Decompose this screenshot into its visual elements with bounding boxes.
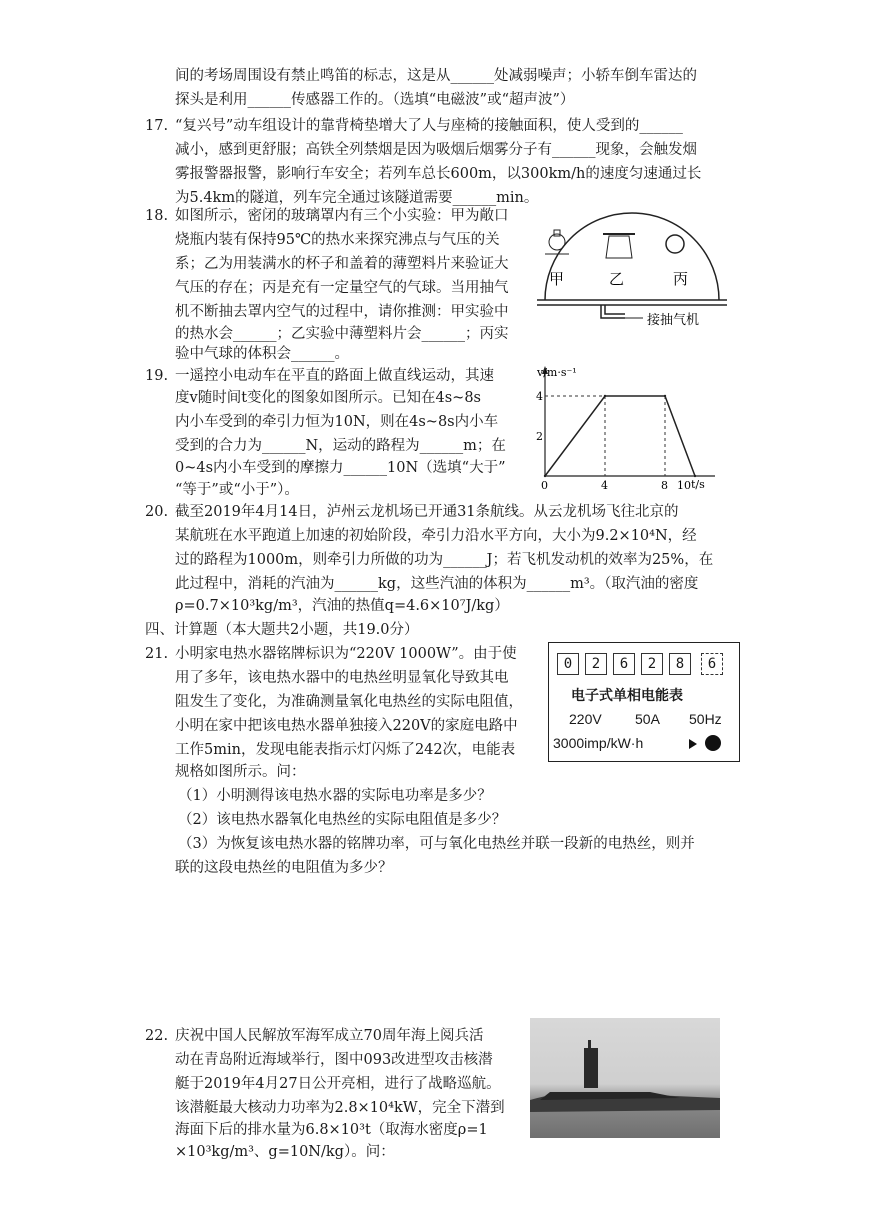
data-point [694,475,696,477]
meter-current: 50A [635,711,660,727]
data-point [604,395,606,397]
y-axis-label: v/m·s⁻¹ [537,366,577,379]
meter-title: 电子式单相电能表 [571,687,683,703]
y-tick-label: 4 [536,390,543,403]
text-line: 为5.4km的隧道，列车完全通过该隧道需要______min。 [175,190,539,206]
sub-question: （2）该电热水器氧化电热丝的实际电阻值是多少？ [178,812,507,828]
pump-pipe-inner [605,305,625,314]
text-line: 间的考场周围设有禁止鸣笛的标志，这是从______处减弱噪声；小轿车倒车雷达的 [175,68,697,84]
velocity-line [545,396,695,476]
text-line: 小明家电热水器铭牌标识为“220V 1000W”。由于使 [175,646,517,662]
y-tick-label: 2 [536,430,543,443]
question-number-17: 17. [145,118,169,134]
indicator-arrow-icon [689,739,697,749]
text-line: 工作5min，发现电能表指示灯闪烁了242次，电能表 [175,742,516,758]
meter-frequency: 50Hz [689,711,722,727]
question-number-22: 22. [145,1028,169,1044]
flask-neck [554,230,560,236]
question-number-21: 21. [145,646,169,662]
text-line: 海面下后的排水量为6.8×10³t（取海水密度ρ=1 [175,1122,488,1138]
text-line: 庆祝中国人民解放军海军成立70周年海上阅兵活 [175,1028,484,1044]
submarine-silhouette [530,1018,720,1138]
text-line: 截至2019年4月14日，泸州云龙机场已开通31条航线。从云龙机场飞往北京的 [175,504,679,520]
meter-digit: 0 [557,653,579,675]
sub-question: 联的这段电热丝的电阻值为多少？ [175,860,393,876]
text-line: 烧瓶内装有保持95℃的热水来探究沸点与气压的关 [175,232,500,248]
sub-question: （3）为恢复该电热水器的铭牌功率，可与氧化电热丝并联一段新的电热丝，则并 [178,836,695,852]
text-line: ×10³kg/m³、g=10N/kg）。问： [175,1144,395,1160]
text-line: 过的路程为1000m，则牵引力所做的功为______J；若飞机发动机的效率为25%，在 [175,552,714,568]
meter-imp-constant: 3000imp/kW·h [553,735,644,751]
label-yi: 乙 [609,270,625,288]
meter-voltage: 220V [569,711,602,727]
energy-meter-figure [548,642,740,762]
balloon-icon [666,235,684,253]
text-line: 如图所示，密闭的玻璃罩内有三个小实验：甲为敞口 [175,208,509,224]
x-tick-label: 10 [677,479,691,492]
sub-question: （1）小明测得该电热水器的实际电功率是多少？ [178,788,492,804]
text-line: “等于”或“小于”）。 [175,482,299,498]
question-number-18: 18. [145,208,169,224]
text-line: 用了多年，该电热水器中的电热丝明显氧化导致其电 [175,670,509,686]
text-line: 一遥控小电动车在平直的路面上做直线运动，其速 [175,368,494,384]
data-point [544,475,546,477]
x-axis-label: t/s [691,478,705,491]
submarine-photo [530,1018,720,1138]
text-line: 系；乙为用装满水的杯子和盖着的薄塑料片来验证大 [175,256,509,272]
text-line: 气压的存在；丙是充有一定量空气的气球。当用抽气 [175,280,509,296]
text-line: 减小，感到更舒服；高铁全列禁烟是因为吸烟后烟雾分子有______现象，会触发烟 [175,142,697,158]
x-tick-label: 8 [661,479,668,492]
text-line: 受到的合力为______N，运动的路程为______m；在 [175,438,506,454]
label-bing: 丙 [673,270,689,288]
velocity-time-chart [535,362,725,502]
question-number-19: 19. [145,368,169,384]
pump-label: 接抽气机 [647,313,700,328]
bell-jar-figure [535,200,735,340]
meter-digit: 6 [613,653,635,675]
section-heading: 四、计算题（本大题共2小题，共19.0分） [145,622,419,638]
text-line: 0~4s内小车受到的摩擦力______10N（选填“大于” [175,460,506,476]
text-line: 验中气球的体积会______。 [175,346,349,362]
text-line: 的热水会______；乙实验中薄塑料片会______；丙实 [175,326,509,342]
text-line: 此过程中，消耗的汽油为______kg，这些汽油的体积为______m³。（取汽油的密度 [175,576,699,592]
meter-digit: 2 [641,653,663,675]
data-point [664,395,666,397]
text-line: 度v随时间t变化的图象如图所示。已知在4s~8s [175,390,481,406]
label-jia: 甲 [549,270,565,288]
x-tick-label: 4 [601,479,608,492]
cup-icon [606,236,632,258]
text-line: 阻发生了变化，为准确测量氧化电热丝的实际电阻值， [175,694,523,710]
text-line: ρ=0.7×10³kg/m³，汽油的热值q=4.6×10⁷J/kg） [175,598,509,614]
text-line: 动在青岛附近海域举行，图中093改进型攻击核潜 [175,1052,493,1068]
text-line: 艇于2019年4月27日公开亮相，进行了战略巡航。 [175,1076,501,1092]
text-line: 某航班在水平跑道上加速的初始阶段，牵引力沿水平方向，大小为9.2×10⁴N，经 [175,528,697,544]
text-line: 小明在家中把该电热水器单独接入220V的家庭电路中 [175,718,518,734]
text-line: 雾报警器报警，影响行车安全；若列车总长600m，以300km/h的速度匀速通过长 [175,166,702,182]
text-line: 探头是利用______传感器工作的。（选填“电磁波”或“超声波”） [175,92,575,108]
indicator-light-icon [705,735,721,751]
text-line: 该潜艇最大核动力功率为2.8×10⁴kW，完全下潜到 [175,1100,505,1116]
text-line: 内小车受到的牵引力恒为10N，则在4s~8s内小车 [175,414,499,430]
text-line: 规格如图所示。问： [175,764,306,780]
text-line: “复兴号”动车组设计的靠背椅垫增大了人与座椅的接触面积，使人受到的______ [175,118,683,134]
question-number-20: 20. [145,504,169,520]
text-line: 机不断抽去罩内空气的过程中，请你推测：甲实验中 [175,304,509,320]
meter-digit: 2 [585,653,607,675]
meter-digit: 8 [669,653,691,675]
meter-digit-decimal: 6 [701,653,723,675]
x-tick-label: 0 [541,479,548,492]
